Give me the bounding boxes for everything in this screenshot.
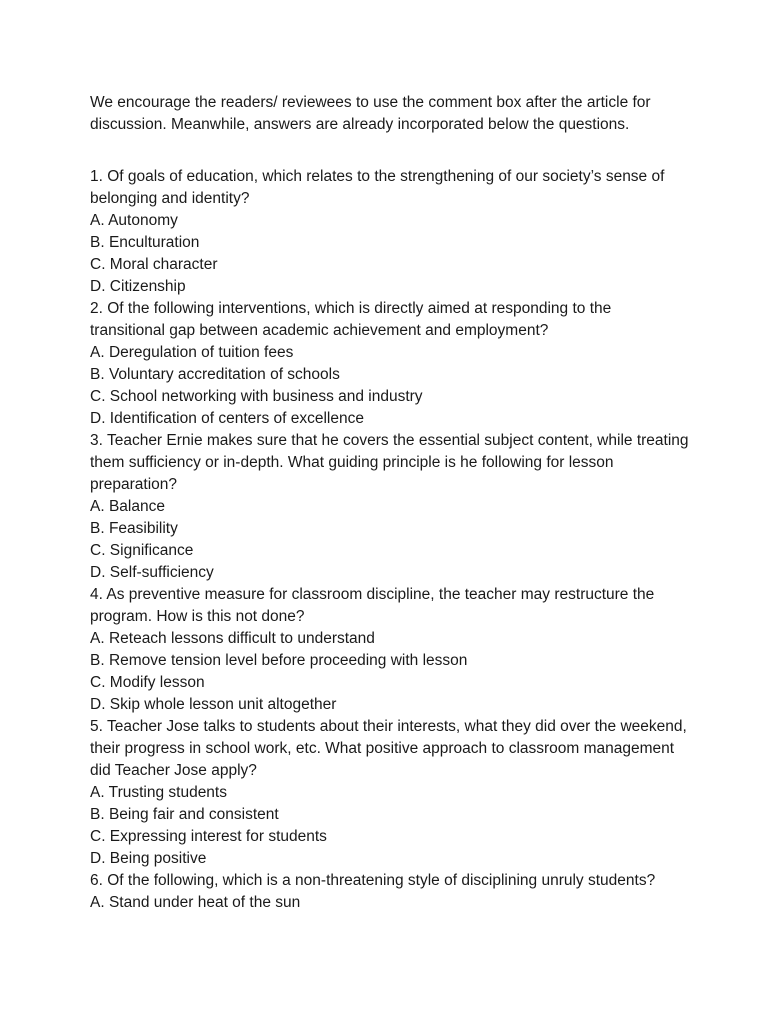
question-text: 5. Teacher Jose talks to students about their interests, what they did over the weekend, their progress in school work, etc. What positive approach to classroom management did Teacher Jose apply? (90, 718, 687, 779)
question-text: 4. As preventive measure for classroom discipline, the teacher may restructure the program. How is this not done? (90, 586, 655, 625)
option-list (90, 628, 690, 716)
option-b: B. Feasibility (90, 520, 178, 537)
option-d: D. Citizenship (90, 278, 186, 295)
question-text: 1. Of goals of education, which relates to the strengthening of our society’s sense of belonging and identity? (90, 168, 665, 207)
option-d: D. Identification of centers of excellence (90, 410, 364, 427)
option-c: C. Modify lesson (90, 674, 205, 691)
option-a: A. Trusting students (90, 784, 227, 801)
option-d: D. Self-sufficiency (90, 564, 214, 581)
document-page (90, 92, 690, 914)
option-d: D. Being positive (90, 850, 207, 867)
option-c: C. School networking with business and industry (90, 388, 423, 405)
question-5 (90, 716, 690, 870)
option-list (90, 342, 690, 430)
option-c: C. Significance (90, 542, 194, 559)
question-3 (90, 430, 690, 584)
question-4 (90, 584, 690, 716)
question-text: 3. Teacher Ernie makes sure that he covers the essential subject content, while treating them sufficiency or in-depth. What guiding principle is he following for lesson preparation? (90, 432, 689, 493)
intro-paragraph: We encourage the readers/ reviewees to use the comment box after the article for discussion. Meanwhile, answers are already incorporated below the questions. (90, 94, 651, 133)
option-b: B. Remove tension level before proceeding with lesson (90, 652, 468, 669)
option-b: B. Enculturation (90, 234, 200, 251)
option-list (90, 210, 690, 298)
question-1 (90, 166, 690, 298)
question-list (90, 166, 690, 914)
question-6 (90, 870, 690, 914)
option-c: C. Moral character (90, 256, 218, 273)
option-b: B. Being fair and consistent (90, 806, 279, 823)
option-d: D. Skip whole lesson unit altogether (90, 696, 337, 713)
option-a: A. Reteach lessons difficult to understand (90, 630, 375, 647)
question-text: 6. Of the following, which is a non-threatening style of disciplining unruly students? (90, 872, 656, 889)
option-list (90, 782, 690, 870)
option-a: A. Balance (90, 498, 165, 515)
option-a: A. Deregulation of tuition fees (90, 344, 294, 361)
option-a: A. Autonomy (90, 212, 178, 229)
option-c: C. Expressing interest for students (90, 828, 327, 845)
option-list (90, 892, 690, 914)
option-b: B. Voluntary accreditation of schools (90, 366, 340, 383)
question-text: 2. Of the following interventions, which is directly aimed at responding to the transitional gap between academic achievement and employment? (90, 300, 612, 339)
question-2 (90, 298, 690, 430)
option-a: A. Stand under heat of the sun (90, 894, 301, 911)
option-list (90, 496, 690, 584)
